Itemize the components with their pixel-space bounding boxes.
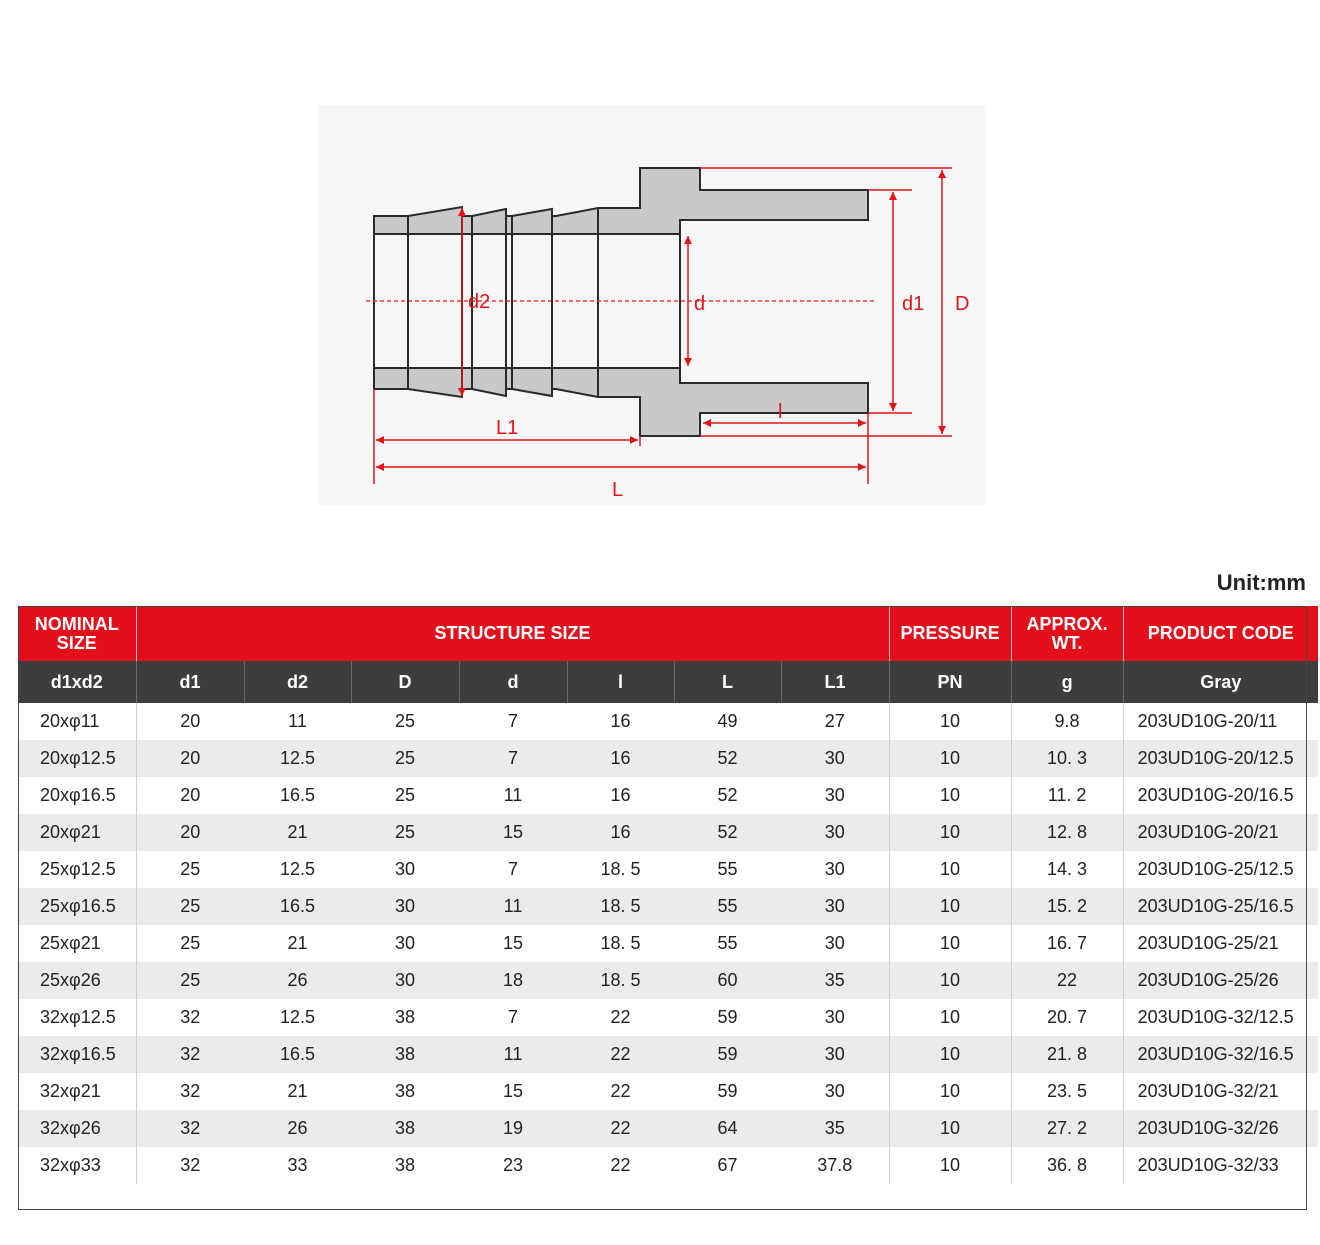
table-cell: 38	[394, 1155, 416, 1175]
table-cell: 32	[136, 1110, 244, 1147]
table-cell: 15. 2	[1011, 888, 1123, 925]
table-cell: 12. 8	[1011, 814, 1123, 851]
table-header-sub	[18, 661, 1318, 703]
table-cell: 30	[781, 851, 889, 888]
table-cell: 30	[781, 888, 889, 925]
table-cell: 30	[781, 740, 889, 777]
fitting-cross-section-drawing	[318, 105, 986, 505]
table-row	[18, 777, 1318, 814]
table-cell: 22	[610, 1081, 631, 1101]
table-row	[18, 740, 1318, 777]
table-cell: 21	[244, 814, 351, 851]
table-cell: 15	[459, 814, 567, 851]
table-cell: 203UD10G-20/16.5	[1137, 785, 1294, 805]
table-cell: 25	[351, 740, 459, 777]
table-cell: 203UD10G-20/12.5	[1123, 740, 1318, 777]
table-cell: 32xφ12.5	[18, 999, 136, 1036]
subheader-cell: d2	[244, 661, 351, 703]
table-cell: 12.5	[279, 1007, 316, 1027]
table-cell: 10	[889, 1036, 1011, 1073]
table-row	[18, 851, 1318, 888]
table-cell: 11	[503, 785, 523, 805]
table-cell: 16.5	[244, 888, 351, 925]
table-cell: 18. 5	[567, 962, 674, 999]
table-cell: 10	[889, 814, 1011, 851]
table-cell: 20xφ21	[18, 814, 136, 851]
table-cell: 59	[674, 1036, 781, 1073]
L1-label: L1	[496, 417, 519, 439]
table-row	[18, 962, 1318, 999]
table-cell: 203UD10G-32/26	[1123, 1110, 1318, 1147]
table-cell: 10. 3	[1011, 740, 1123, 777]
table-cell: 11	[288, 711, 307, 731]
table-cell: 38	[394, 1081, 416, 1101]
table-row	[18, 1073, 1318, 1110]
table-row	[18, 888, 1318, 925]
table-cell: 59	[717, 1007, 738, 1027]
subheader-cell: d	[459, 661, 567, 703]
table-cell: 30	[351, 888, 459, 925]
table-cell: 32	[180, 1007, 201, 1027]
table-cell: 10	[889, 1147, 1011, 1184]
table-cell: 20	[136, 814, 244, 851]
table-cell: 25xφ26	[18, 962, 136, 999]
table-cell: 30	[351, 962, 459, 999]
table-cell: 203UD10G-25/16.5	[1123, 888, 1318, 925]
table-cell: 38	[351, 1110, 459, 1147]
table-cell: 20	[180, 785, 201, 805]
product-code-header: PRODUCT CODE	[1123, 606, 1318, 661]
table-cell: 10	[889, 777, 1011, 814]
pressure-header: PRESSURE	[889, 606, 1011, 661]
approx-weight-header: APPROX. WT.	[1011, 606, 1123, 661]
table-cell: 32xφ33	[18, 1147, 136, 1184]
table-cell: 38	[351, 1036, 459, 1073]
table-cell: 38	[394, 1007, 416, 1027]
table-cell: 20xφ11	[18, 703, 136, 740]
table-cell: 22	[567, 1110, 674, 1147]
subheader-cell: l	[567, 661, 674, 703]
table-cell: 64	[674, 1110, 781, 1147]
subheader-cell: L	[674, 661, 781, 703]
table-cell: 7	[507, 711, 518, 731]
table-cell: 10	[889, 1110, 1011, 1147]
table-header-top	[18, 606, 1318, 661]
table-cell: 16	[567, 814, 674, 851]
table-cell: 20	[136, 740, 244, 777]
table-cell: 22	[1011, 962, 1123, 999]
table-cell: 30	[781, 814, 889, 851]
table-cell: 10	[889, 740, 1011, 777]
table-cell: 37.8	[781, 1147, 889, 1184]
table-cell: 59	[717, 1081, 738, 1101]
table-cell: 21	[287, 933, 308, 953]
table-cell: 26	[244, 962, 351, 999]
table-cell: 9.8	[1011, 703, 1123, 740]
table-cell: 10	[889, 1073, 1011, 1110]
subheader-cell: g	[1011, 661, 1123, 703]
table-cell: 25	[394, 711, 416, 731]
table-cell: 22	[567, 1036, 674, 1073]
subheader-cell: PN	[889, 661, 1011, 703]
table-cell: 49	[717, 711, 738, 731]
table-cell: 23	[502, 1155, 524, 1175]
table-cell: 203UD10G-32/21	[1137, 1081, 1279, 1101]
table-cell: 30	[781, 925, 889, 962]
d1-label: d1	[902, 293, 925, 315]
table-row	[18, 703, 1318, 740]
table-row	[18, 925, 1318, 962]
table-cell: 30	[781, 777, 889, 814]
table-cell: 10	[889, 888, 1011, 925]
table-cell: 19	[459, 1110, 567, 1147]
table-cell: 16	[567, 740, 674, 777]
subheader-cell: D	[351, 661, 459, 703]
table-cell: 27. 2	[1011, 1110, 1123, 1147]
table-cell: 32xφ16.5	[18, 1036, 136, 1073]
structure-size-header: STRUCTURE SIZE	[136, 606, 889, 661]
table-cell: 10	[889, 703, 1011, 740]
table-cell: 203UD10G-25/21	[1137, 933, 1279, 953]
table-cell: 20xφ12.5	[18, 740, 136, 777]
table-cell: 18. 5	[600, 859, 641, 879]
table-cell: 203UD10G-32/33	[1137, 1155, 1279, 1175]
table-cell: 16. 7	[1011, 925, 1123, 962]
L-label: L	[612, 479, 624, 501]
table-cell: 52	[717, 785, 738, 805]
table-cell: 32xφ26	[18, 1110, 136, 1147]
table-cell: 23. 5	[1011, 1073, 1123, 1110]
table-cell: 25	[394, 785, 416, 805]
table-cell: 25	[180, 933, 201, 953]
table-cell: 25	[351, 814, 459, 851]
table-row	[18, 999, 1318, 1036]
table-cell: 52	[674, 740, 781, 777]
table-cell: 18	[459, 962, 567, 999]
table-cell: 67	[717, 1155, 738, 1175]
table-cell: 25xφ16.5	[18, 888, 136, 925]
table-cell: 22	[610, 1007, 631, 1027]
table-cell: 20	[180, 711, 201, 731]
table-row	[18, 814, 1318, 851]
table-body	[18, 703, 1318, 1184]
table-cell: 11. 2	[1011, 777, 1123, 814]
table-cell: 55	[674, 888, 781, 925]
table-cell: 20xφ16.5	[18, 777, 136, 814]
table-cell: 16	[610, 711, 631, 731]
d2-label: d2	[468, 291, 491, 313]
table-cell: 203UD10G-32/16.5	[1123, 1036, 1318, 1073]
table-cell: 203UD10G-25/26	[1123, 962, 1318, 999]
table-cell: 203UD10G-20/11	[1137, 711, 1278, 731]
table-cell: 11	[459, 1036, 567, 1073]
table-cell: 30	[781, 1036, 889, 1073]
subheader-cell: L1	[781, 661, 889, 703]
table-cell: 25xφ12.5	[18, 851, 136, 888]
table-cell: 32	[136, 1036, 244, 1073]
table-row	[18, 1110, 1318, 1147]
table-cell: 15	[502, 1081, 524, 1101]
nominal-size-header: NOMINAL SIZE	[18, 606, 136, 661]
table-cell: 21. 8	[1011, 1036, 1123, 1073]
l-label: l	[778, 401, 783, 423]
table-cell: 10	[889, 962, 1011, 999]
table-cell: 32xφ21	[18, 1073, 136, 1110]
table-cell: 32	[180, 1081, 201, 1101]
table-cell: 16.5	[244, 1036, 351, 1073]
table-cell: 30	[394, 933, 416, 953]
table-cell: 7	[459, 740, 567, 777]
table-cell: 21	[287, 1081, 308, 1101]
unit-label: Unit:mm	[1216, 570, 1306, 595]
table-cell: 203UD10G-20/21	[1123, 814, 1318, 851]
table-cell: 11	[459, 888, 567, 925]
table-cell: 33	[287, 1155, 308, 1175]
table-row	[18, 1036, 1318, 1073]
table-cell: 16.5	[279, 785, 316, 805]
table-cell: 25xφ21	[18, 925, 136, 962]
table-cell: 20. 7	[1011, 999, 1123, 1036]
table-cell: 22	[610, 1155, 631, 1175]
table-cell: 32	[180, 1155, 201, 1175]
subheader-cell: d1	[136, 661, 244, 703]
table-cell: 15	[502, 933, 524, 953]
table-cell: 203UD10G-25/12.5	[1137, 859, 1294, 879]
table-cell: 14. 3	[1011, 851, 1123, 888]
table-cell: 52	[674, 814, 781, 851]
table-cell: 27	[781, 703, 889, 740]
table-cell: 12.5	[279, 859, 316, 879]
table-cell: 7	[507, 1007, 518, 1027]
table-cell: 30	[394, 859, 416, 879]
subheader-cell: d1xd2	[18, 661, 136, 703]
table-cell: 60	[674, 962, 781, 999]
specification-table	[18, 606, 1318, 1184]
table-cell: 16	[610, 785, 631, 805]
table-cell: 18. 5	[567, 888, 674, 925]
table-cell: 10	[889, 925, 1011, 962]
table-cell: 10	[889, 999, 1011, 1036]
table-cell: 25	[136, 962, 244, 999]
table-cell: 203UD10G-32/12.5	[1137, 1007, 1294, 1027]
table-cell: 30	[781, 999, 889, 1036]
table-row	[18, 1147, 1318, 1184]
table-cell: 36. 8	[1011, 1147, 1123, 1184]
table-cell: 26	[244, 1110, 351, 1147]
table-cell: 12.5	[244, 740, 351, 777]
table-cell: 25	[136, 888, 244, 925]
table-cell: 18. 5	[600, 933, 641, 953]
table-cell: 30	[781, 1073, 889, 1110]
table-cell: 55	[717, 933, 738, 953]
table-cell: 25	[180, 859, 201, 879]
table-cell: 35	[781, 1110, 889, 1147]
table-cell: 35	[781, 962, 889, 999]
subheader-cell: Gray	[1123, 661, 1318, 703]
table-cell: 7	[507, 859, 518, 879]
d-label: d	[694, 293, 706, 315]
table-cell: 55	[717, 859, 738, 879]
table-cell: 10	[889, 851, 1011, 888]
D-label: D	[955, 293, 970, 315]
